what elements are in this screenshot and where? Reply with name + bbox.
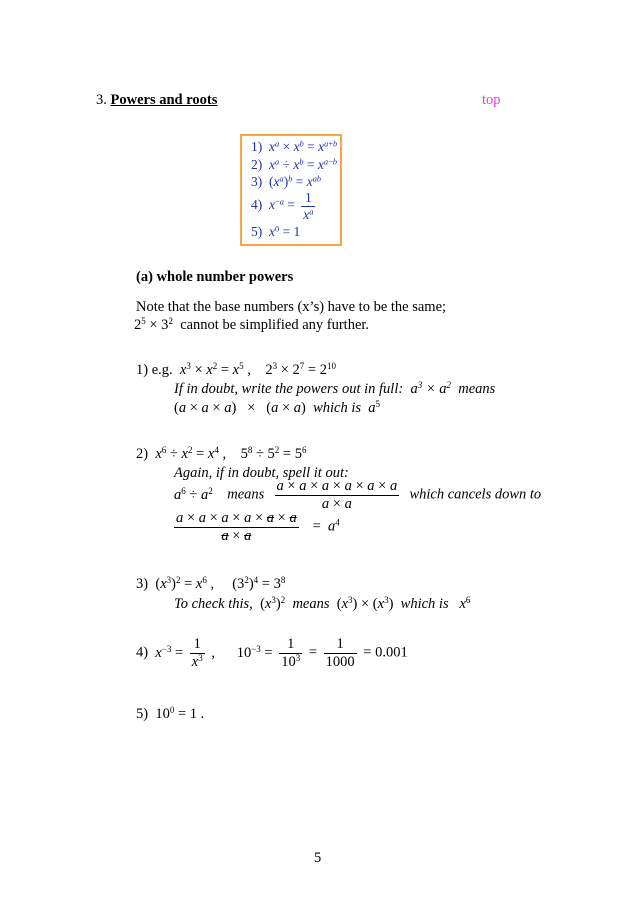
example-2-cancel: $\frac{a \times a \times a \times a \times a \times a}{a \times a}$ = $a^4$ <box>176 510 340 544</box>
example-2-hint: Again, if in doubt, spell it out: <box>174 465 349 481</box>
section-number: 3. <box>96 92 107 108</box>
rule-1: 1) $x^a \times x^b = x^{a+b}$ <box>251 139 338 154</box>
rule-3: 3) $(x^a)^b = x^{ab}$ <box>251 174 322 189</box>
example-1-hint: If in doubt, write the powers out in full: $a^3 \times a^2$ means <box>174 380 496 397</box>
rule-5: 5) $x^0 = 1$ <box>251 224 301 239</box>
example-5: 5) $10^0 = 1$ . <box>136 705 205 722</box>
note-line-2: $2^5 \times 3^2$ cannot be simplified any further. <box>134 316 370 333</box>
example-1-expansion: (a × a × a) × (a × a) which is $a^5$ <box>174 399 381 416</box>
page-number: 5 <box>314 850 322 866</box>
section-title: Powers and roots <box>110 92 218 108</box>
note-line-1: Note that the base numbers (x’s) have to be the same; <box>136 299 447 315</box>
rule-4: 4) $x^{-a}$ = $\frac{1}{x^a}$ <box>251 190 314 222</box>
top-link[interactable]: top <box>482 92 501 108</box>
rules-box <box>240 134 342 246</box>
example-3: 3) $(x^3)^2 = x^6$ , $(3^2)^4 = 3^8$ <box>136 575 286 592</box>
subsection-title: (a) whole number powers <box>136 269 294 285</box>
rule-2: 2) $x^a \div x^b = x^{a-b}$ <box>251 157 338 172</box>
example-3-hint: To check this, $(x^3)^2$ means $(x^3) \times (x^3)$ which is $x^6$ <box>174 595 471 612</box>
example-4: 4) $x^{-3}$ = $\frac{1}{x^3}$ , $10^{-3}$ = $\frac{1}{10^3}$ = $\frac{1}{1000}$ = 0.001 <box>136 636 408 670</box>
example-2-division: $a^6 \div a^2$ means $\frac{a \times a \times a \times a \times a \times a}{a \times a}$ which cancels down to <box>174 478 542 512</box>
example-2: 2) $x^6 \div x^2 = x^4$ , $5^8 \div 5^2 = 5^6$ <box>136 445 307 462</box>
section-heading <box>96 92 217 109</box>
example-4-result: 0.001 <box>375 644 408 661</box>
example-1: 1) e.g. $x^3 \times x^2 = x^5$ , $2^3 \times 2^7 = 2^{10}$ <box>136 361 336 378</box>
